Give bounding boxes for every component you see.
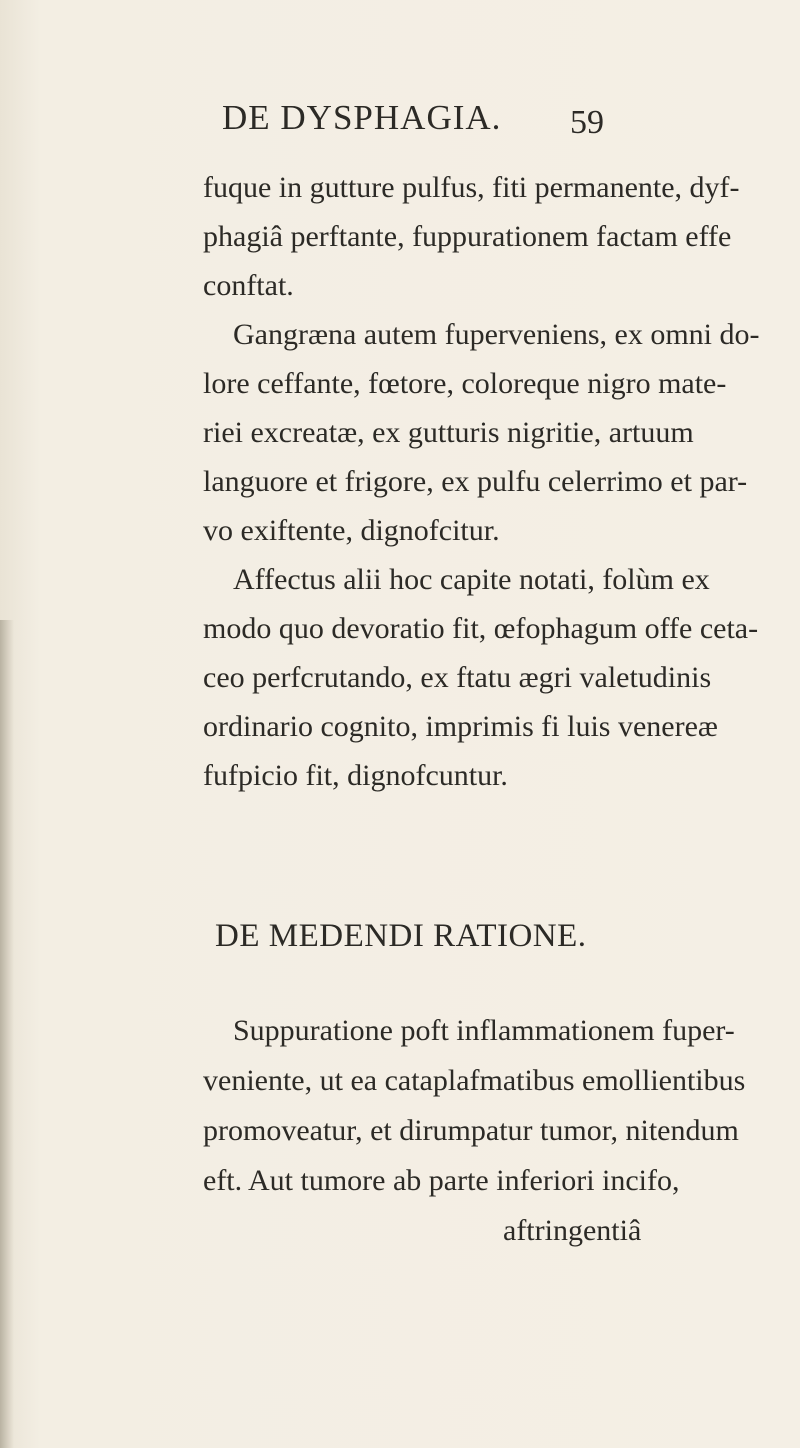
text-line: promoveatur, et dirumpatur tumor, nitendum bbox=[203, 1114, 739, 1147]
spine-shadow bbox=[0, 620, 14, 1448]
text-line: lore ceffante, fœtore, coloreque nigro mate- bbox=[203, 367, 727, 400]
running-title: DE DYSPHAGIA. bbox=[222, 98, 502, 137]
text-line: languore et frigore, ex pulfu celerrimo et par- bbox=[203, 465, 748, 498]
page-number: 59 bbox=[570, 104, 604, 141]
text-line: conftat. bbox=[203, 269, 294, 302]
text-line: Suppuratione poft inflammationem fuper- bbox=[233, 1014, 735, 1047]
catchword: aftringentiâ bbox=[503, 1214, 642, 1247]
text-line: fuque in gutture pulfus, fiti permanente, dyf- bbox=[203, 171, 740, 204]
text-line: fufpicio fit, dignofcuntur. bbox=[203, 759, 508, 792]
text-line: ceo perfcrutando, ex ftatu ægri valetudinis bbox=[203, 661, 712, 694]
text-line: ordinario cognito, imprimis fi luis venereæ bbox=[203, 710, 718, 743]
running-head bbox=[0, 98, 800, 148]
text-line: phagiâ perftante, fuppurationem factam effe bbox=[203, 220, 732, 253]
text-line: Gangræna autem fuperveniens, ex omni do- bbox=[233, 318, 760, 351]
text-line: eft. Aut tumore ab parte inferiori incifo, bbox=[203, 1164, 680, 1197]
text-line: veniente, ut ea cataplafmatibus emollientibus bbox=[203, 1064, 746, 1097]
section-heading: DE MEDENDI RATIONE. bbox=[215, 918, 587, 954]
text-line: Affectus alii hoc capite notati, folùm ex bbox=[233, 563, 710, 596]
text-line: modo quo devoratio fit, œfophagum offe ceta- bbox=[203, 612, 759, 645]
text-line: riei excreatæ, ex gutturis nigritie, artuum bbox=[203, 416, 694, 449]
text-line: vo exiftente, dignofcitur. bbox=[203, 514, 500, 547]
